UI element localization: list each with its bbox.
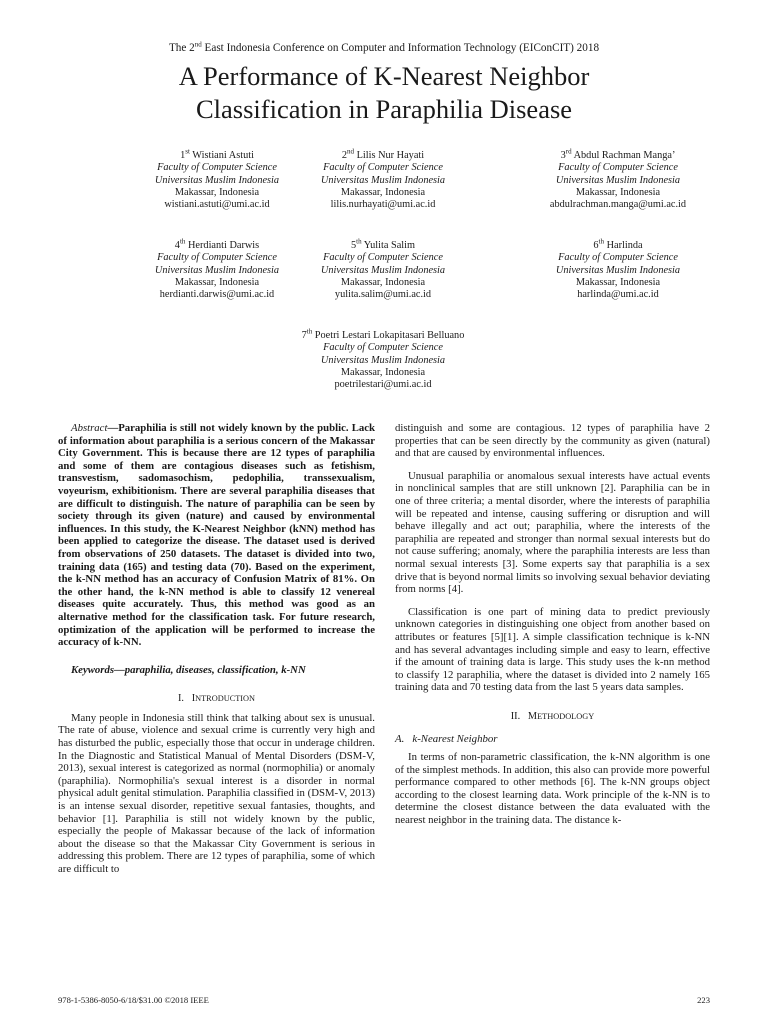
author-university: Universitas Muslim Indonesia	[555, 174, 681, 186]
author-name: 7th Poetri Lestari Lokapitasari Belluano	[301, 327, 465, 341]
author-university: Universitas Muslim Indonesia	[154, 264, 280, 276]
author-city: Makassar, Indonesia	[174, 186, 260, 198]
author-department: Faculty of Computer Science	[323, 252, 443, 264]
paragraph-paraphilia-criteria: Unusual paraphilia or anomalous sexual interests have actual events in nonclinical samples that are still unknown [2]. Paraphilia can be in one of three criteria; a mental disorder, where the interests of paraphilia will be repeated and intense, causing suffering or disruption and will behave illegally and act out; paraphilia, where the interests of the paraphilia are repeated and stronger than normal sexual interests but do not cause suffering; anomaly, where the paraphilia interests are less than normal sexual interests [3]. Some experts say that paraphilia is a sex drive that is beyond normal limits so involving sexual behavior deviating from norms [4].	[395, 469, 710, 596]
author-7	[258, 327, 508, 391]
author-name: 1st Wistiani Astuti	[180, 147, 254, 161]
intro-paragraph: Many people in Indonesia still think that talking about sex is unusual. The rate of abuse, violence and sexual crime is currently very high and has disturbed the public, especially those that occur in underage children. In the Diagnostic and Statistical Manual of Mental Disorders (DSM-V, 2013), sexual interest is categorized as normal (normophilia) or anomaly (paraphilia). Normophilia's sexual interest is a disorder in normal physical adult genital stimulation. Paraphilia classified in (DSM-V, 2013) is an intense sexual disorder, repetitive sexual fantasies, thoughts, and behavior [1]. Paraphilia is still not widely known by the public, especially the people of Makassar because of the lack of information about the disease so that the Makassar City Government is serious in addressing this problem. There are 12 types of paraphilia, some of which are difficult to	[58, 711, 375, 875]
paragraph-classification: Classification is one part of mining data to predict previously unknown categories in distinguishing one object from another based on attributes or features [5][1]. A simple classification technique is k-NN and has several advantages including simple and easy to learn, effective if the amount of training data is large. This study uses the k-nn method to classify 12 paraphilia, where the dataset is divided into 2 namely 165 training data and 70 testing data from the last 5 years data samples.	[395, 605, 710, 694]
title-line-2: Classification in Paraphilia Disease	[195, 94, 573, 124]
author-department: Faculty of Computer Science	[558, 252, 678, 264]
author-university: Universitas Muslim Indonesia	[320, 264, 446, 276]
author-city: Makassar, Indonesia	[340, 366, 426, 378]
footer-isbn: 978-1-5386-8050-6/18/$31.00 ©2018 IEEE	[58, 995, 209, 1005]
author-city: Makassar, Indonesia	[174, 276, 260, 288]
author-city: Makassar, Indonesia	[340, 276, 426, 288]
author-3	[503, 147, 733, 211]
abstract-text: Paraphilia is still not widely known by the public. Lack of information about paraphilia is a serious concern of the Makassar City Government. This is because there are 12 types of paraphilia and some of them are contagious diseases such as fetishism, transvestism, sadomasochism, pedophilia, transsexualism, voyeurism, exhibitionism. There are several paraphilia diseases that are difficult to distinguish. The nature of paraphilia can be seen by society through its given (nature) and caused by environmental influences. In this study, the K-Nearest Neighbor (kNN) method has been applied to categorize the disease. The dataset used is derived from observations of 250 datasets. The dataset is divided into two, training data (165) and testing data (70). Based on the experiment, the k-NN method has an accuracy of Confusion Matrix of 81%. On the other hand, the k-NN method is able to classify 12 venereal diseases quite accurately. Thus, this method was good as an alternative method for the classification task. For future research, optimization of the application will be performed to increase the accuracy of k-NN.	[58, 422, 375, 649]
author-university: Universitas Muslim Indonesia	[555, 264, 681, 276]
author-university: Universitas Muslim Indonesia	[320, 354, 446, 366]
author-department: Faculty of Computer Science	[323, 342, 443, 354]
author-university: Universitas Muslim Indonesia	[154, 174, 280, 186]
title-line-1: A Performance of K-Nearest Neighbor	[178, 61, 590, 91]
author-name: 4th Herdianti Darwis	[174, 237, 260, 251]
author-email: lilis.nurhayati@umi.ac.id	[330, 199, 436, 211]
author-city: Makassar, Indonesia	[575, 276, 661, 288]
author-city: Makassar, Indonesia	[340, 186, 426, 198]
author-email: harlinda@umi.ac.id	[577, 289, 659, 301]
author-name: 3rd Abdul Rachman Manga’	[560, 147, 676, 161]
author-email: herdianti.darwis@umi.ac.id	[159, 289, 275, 301]
author-email: wistiani.astuti@umi.ac.id	[164, 199, 270, 211]
abstract: Abstract—Paraphilia is still not widely known by the public. Lack of information about paraphilia is a serious concern of the Makassar City Government. This is because there are 12 types of paraphilia and some of them are contagious diseases such as fetishism, transvestism, sadomasochism, pedophilia, transsexualism, voyeurism, exhibitionism. There are several paraphilia diseases that are difficult to distinguish. The nature of paraphilia can be seen by society through its given (nature) and caused by environmental influences. In this study, the K-Nearest Neighbor (kNN) method has been applied to categorize the disease. The dataset used is derived from observations of 250 datasets. The dataset is divided into two, training data (165) and testing data (70). Based on the experiment, the k-NN method has an accuracy of Confusion Matrix of 81%. On the other hand, the k-NN method is able to classify 12 venereal diseases quite accurately. Thus, this method was good as an alternative method for the classification task. For future research, optimization of the application will be performed to increase the accuracy of k-NN.	[58, 422, 375, 649]
author-email: yulita.salim@umi.ac.id	[334, 289, 432, 301]
right-column	[395, 422, 710, 827]
author-department: Faculty of Computer Science	[157, 162, 277, 174]
page-number: 223	[697, 995, 710, 1005]
abstract-label: Abstract	[71, 422, 108, 434]
keywords: Keywords—paraphilia, diseases, classification, k-NN	[71, 663, 306, 676]
section-heading-methodology: II. METHODOLOGY	[510, 710, 595, 722]
conference-header: The 2nd East Indonesia Conference on Computer and Information Technology (EIConCIT) 2018	[168, 40, 600, 54]
section-heading-introduction: I. INTRODUCTION	[177, 693, 256, 705]
author-department: Faculty of Computer Science	[558, 162, 678, 174]
author-department: Faculty of Computer Science	[323, 162, 443, 174]
paper-title	[40, 60, 728, 126]
author-5	[268, 237, 498, 301]
author-2	[268, 147, 498, 211]
author-email: poetrilestari@umi.ac.id	[334, 379, 432, 391]
author-6	[503, 237, 733, 301]
left-column	[58, 422, 375, 876]
author-university: Universitas Muslim Indonesia	[320, 174, 446, 186]
author-city: Makassar, Indonesia	[575, 186, 661, 198]
paragraph-continued: distinguish and some are contagious. 12 types of paraphilia have 2 properties that can be seen directly by the community as given (natural) and that are caused by environmental influences.	[395, 422, 710, 460]
paragraph-knn: In terms of non-parametric classification, the k-NN algorithm is one of the simplest methods. In addition, this also can provide more powerful performance compared to other methods [6]. The k-NN groups object according to the closest learning data. Work principle of the k-NN is to determine the closest distance between the data evaluated with the nearest neighbor in the training data. The distance k-	[395, 751, 710, 827]
author-email: abdulrachman.manga@umi.ac.id	[549, 199, 687, 211]
author-name: 2nd Lilis Nur Hayati	[341, 147, 425, 161]
author-department: Faculty of Computer Science	[157, 252, 277, 264]
author-name: 5th Yulita Salim	[351, 237, 415, 251]
author-name: 6th Harlinda	[593, 237, 643, 251]
subsection-heading-knn: A. k-Nearest Neighbor	[395, 733, 498, 746]
